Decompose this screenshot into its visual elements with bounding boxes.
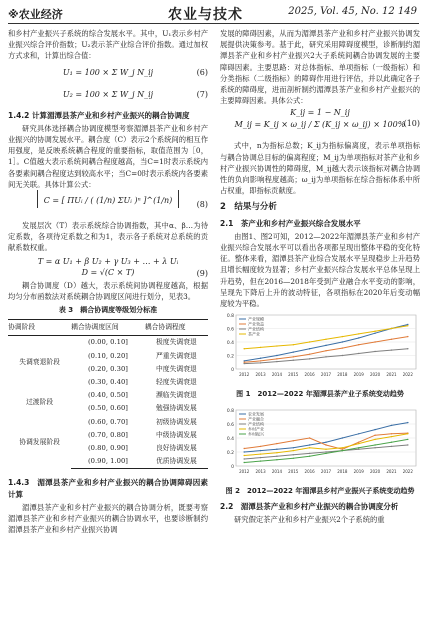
journal-title: 农业与技术 bbox=[168, 7, 243, 23]
paragraph: 耦合协调度（D）越大，表示系统间协调程度越高，根据均匀分布函数法对系统耦合协调度区间进行划分，见表3。 bbox=[8, 280, 208, 301]
table-header: 耦合协调度区间 bbox=[71, 320, 145, 336]
data-point bbox=[260, 358, 261, 359]
data-point bbox=[309, 348, 310, 349]
data-point bbox=[325, 452, 326, 453]
data-point bbox=[293, 457, 294, 458]
issue-info: 2025, Vol. 45, No. 12 149 bbox=[288, 6, 417, 17]
data-point bbox=[374, 444, 375, 445]
y-tick-label: 0.8 bbox=[226, 314, 234, 320]
y-tick-label: 0 bbox=[231, 368, 234, 374]
data-point bbox=[391, 328, 392, 329]
x-tick-label: 2018 bbox=[337, 372, 348, 378]
table-row: (0.10, 0.20] 严重失调衰退 bbox=[88, 351, 197, 360]
x-tick-label: 2018 bbox=[337, 468, 348, 474]
paragraph: 研究具体选择耦合协调度模型考察湄潭县茶产业和乡村产业振兴的协调发展水平。耦合度（C）表示2个系统间的相互作用强度，是反映系统耦合程度的重要指标，取值范围为［0，1］。C值越大表示系统间耦合程度越高，当C=1时表示系统内各要素间耦合程度达到较高水平；当C=0时表示系统内各要素间无关联。具体计算公式： bbox=[8, 123, 208, 189]
figure-caption: 图 1 2012—2022 年湄潭县茶产业子系统变动趋势 bbox=[236, 390, 404, 399]
data-point bbox=[342, 450, 343, 451]
y-tick-label: 0.6 bbox=[226, 422, 234, 428]
paragraph: 由图1、图2可知，2012—2022年湄潭县茶产业和乡村产业振兴综合发展水平可以看出各项都呈现出整体平稳的变化特征。整体来看，湄潭县茶产业综合发展水平呈现稳步上升趋势且增长幅度较为显著；乡村产业振兴综合发展水平总体呈现上升趋势，但在2016—2018年受到产业融合水平变动的影响，呈现先下降后上升的波动特征，各项指标在2020年后变动幅度较为平稳。 bbox=[220, 231, 420, 309]
data-point bbox=[243, 363, 244, 364]
data-point bbox=[358, 448, 359, 449]
subsection-heading: 2.2 湄潭县茶产业和乡村产业振兴的耦合协调度分析 bbox=[220, 502, 399, 512]
data-point bbox=[342, 437, 343, 438]
data-point bbox=[276, 452, 277, 453]
y-tick-label: 0.2 bbox=[226, 450, 234, 456]
paragraph: 湄潭县茶产业和乡村产业振兴的耦合协调分析，既要考察湄潭县茶产业和乡村产业振兴的耦合协调水平，也要诊断制约湄潭县茶产业和乡村产业振兴协调 bbox=[8, 502, 208, 535]
left-column bbox=[8, 28, 208, 536]
data-point bbox=[407, 324, 408, 325]
data-point bbox=[293, 454, 294, 455]
table-caption: 表 3 耦合协调度等级划分标准 bbox=[58, 306, 158, 315]
table-row: 协调发展阶段 (0.60, 0.70] 初级协调发展 bbox=[19, 417, 197, 446]
data-point bbox=[342, 336, 343, 337]
data-point bbox=[276, 443, 277, 444]
data-point bbox=[407, 433, 408, 434]
legend-label: 产业规模 bbox=[248, 316, 264, 322]
data-point bbox=[391, 350, 392, 351]
series-line bbox=[244, 337, 408, 363]
x-tick-label: 2022 bbox=[402, 468, 413, 474]
paragraph: 研究假定茶产业和乡村产业振兴2个子系统的重 bbox=[234, 515, 385, 525]
data-point bbox=[391, 441, 392, 442]
y-tick-label: 0.2 bbox=[226, 354, 234, 360]
equation-8: C = [ ΠUᵢ / ( (1/n) ΣUᵢ )ⁿ ]^(1/n) (8) bbox=[8, 190, 208, 220]
coupling-grade-table bbox=[8, 319, 208, 469]
x-tick-label: 2014 bbox=[271, 372, 283, 378]
data-point bbox=[391, 445, 392, 446]
x-tick-label: 2017 bbox=[320, 372, 332, 378]
data-point bbox=[276, 346, 277, 347]
subsection-heading: 1.4.2 计算湄潭县茶产业和乡村产业振兴的耦合协调度 bbox=[8, 110, 190, 120]
x-tick-label: 2021 bbox=[386, 468, 397, 474]
data-point bbox=[260, 445, 261, 446]
data-point bbox=[407, 444, 408, 445]
x-tick-label: 2022 bbox=[402, 372, 413, 378]
data-point bbox=[358, 441, 359, 442]
data-point bbox=[374, 438, 375, 439]
equation-6: U₁ = 100 × Σ W_j N_ij (6) bbox=[62, 67, 208, 77]
data-point bbox=[407, 438, 408, 439]
data-point bbox=[358, 338, 359, 339]
x-tick-label: 2017 bbox=[320, 468, 332, 474]
legend-label: 乡村振兴 bbox=[248, 431, 264, 437]
equation-7: U₂ = 100 × Σ W_j N_ij (7) bbox=[62, 89, 208, 99]
data-point bbox=[293, 450, 294, 451]
data-point bbox=[407, 348, 408, 349]
subsection-heading: 1.4.3 湄潭县茶产业和乡村产业振兴的耦合协调障碍因素计算 bbox=[8, 478, 208, 499]
data-point bbox=[276, 358, 277, 359]
data-point bbox=[293, 360, 294, 361]
data-point bbox=[293, 344, 294, 345]
data-point bbox=[260, 347, 261, 348]
data-point bbox=[260, 360, 261, 361]
data-point bbox=[358, 344, 359, 345]
data-point bbox=[374, 333, 375, 334]
x-tick-label: 2016 bbox=[304, 372, 315, 378]
data-point bbox=[407, 325, 408, 326]
y-tick-label: 0.4 bbox=[226, 436, 234, 442]
table-row: (0.80, 0.90] 良好协调发展 bbox=[88, 444, 197, 453]
data-point bbox=[374, 331, 375, 332]
table-row: (0.20, 0.30] 中度失调衰退 bbox=[88, 364, 197, 373]
data-point bbox=[309, 354, 310, 355]
tea-industry-trend-chart bbox=[220, 311, 420, 381]
x-tick-label: 2019 bbox=[353, 372, 364, 378]
legend-label: 产业结构 bbox=[248, 421, 264, 427]
x-tick-label: 2020 bbox=[369, 372, 381, 378]
data-point bbox=[309, 455, 310, 456]
data-point bbox=[243, 458, 244, 459]
data-point bbox=[309, 452, 310, 453]
data-point bbox=[391, 424, 392, 425]
data-point bbox=[276, 459, 277, 460]
data-point bbox=[391, 339, 392, 340]
table-row: 失调衰退阶段 (0.00, 0.10] 极度失调衰退 bbox=[19, 338, 197, 367]
data-point bbox=[243, 454, 244, 455]
data-point bbox=[276, 355, 277, 356]
data-point bbox=[342, 342, 343, 343]
y-tick-label: 0.8 bbox=[226, 408, 234, 414]
data-point bbox=[374, 447, 375, 448]
data-point bbox=[260, 457, 261, 458]
data-point bbox=[325, 339, 326, 340]
data-point bbox=[358, 447, 359, 448]
data-point bbox=[309, 437, 310, 438]
data-point bbox=[293, 447, 294, 448]
legend-label: 农业发展 bbox=[248, 411, 264, 417]
data-point bbox=[342, 448, 343, 449]
paragraph: 和乡村产业振兴子系统的综合发展水平。其中，U₁表示乡村产业振兴综合评价指数；U₂表示茶产业综合评价指数。通过加权方式求和，计算出综合值： bbox=[8, 29, 208, 61]
data-point bbox=[276, 448, 277, 449]
data-point bbox=[276, 455, 277, 456]
x-tick-label: 2015 bbox=[288, 372, 299, 378]
data-point bbox=[325, 448, 326, 449]
data-point bbox=[325, 350, 326, 351]
equation-10: K_ij = 1 − N_ij M_ij = K_ij × ω_ij / Σ (K_ij × ω_ij) × 100% (10) bbox=[234, 108, 420, 129]
table-row: (0.50, 0.60] 勉强协调发展 bbox=[88, 404, 197, 413]
data-point bbox=[325, 356, 326, 357]
paragraph: 式中，n为指标总数；K_ij为指标偏离度，表示单项指标与耦合协调总目标的偏离程度；M_ij为单项指标对茶产业和乡村产业振兴协调性的障碍度，M_ij越大表示该指标对耦合协调性的负向影响程度越高；ω_ij为单项指标在综合指标体系中所占权重，即指标贡献度。 bbox=[220, 141, 420, 196]
rural-revitalization-trend-chart bbox=[220, 406, 420, 478]
subsection-heading: 2.1 茶产业和乡村产业振兴综合发展水平 bbox=[220, 218, 361, 228]
data-point bbox=[374, 429, 375, 430]
data-point bbox=[260, 453, 261, 454]
data-point bbox=[391, 436, 392, 437]
header-rule bbox=[8, 23, 419, 24]
data-point bbox=[342, 348, 343, 349]
data-point bbox=[391, 433, 392, 434]
data-point bbox=[358, 353, 359, 354]
data-point bbox=[309, 444, 310, 445]
data-point bbox=[325, 451, 326, 452]
table-row: (0.70, 0.80] 中级协调发展 bbox=[88, 430, 197, 439]
data-point bbox=[243, 461, 244, 462]
data-point bbox=[293, 356, 294, 357]
x-tick-label: 2020 bbox=[369, 468, 381, 474]
table-row: (0.90, 1.00] 优质协调发展 bbox=[8, 455, 208, 469]
table-header: 耦合协调程度 bbox=[145, 320, 208, 336]
data-point bbox=[407, 336, 408, 337]
data-point bbox=[243, 447, 244, 448]
legend-label: 乡村产业 bbox=[248, 426, 264, 432]
data-point bbox=[358, 433, 359, 434]
data-point bbox=[374, 351, 375, 352]
data-point bbox=[293, 440, 294, 441]
x-tick-label: 2019 bbox=[353, 468, 364, 474]
data-point bbox=[374, 342, 375, 343]
x-tick-label: 2013 bbox=[255, 372, 266, 378]
data-point bbox=[309, 447, 310, 448]
table-row: (0.30, 0.40] 轻度失调衰退 bbox=[88, 378, 197, 387]
data-point bbox=[309, 358, 310, 359]
right-column bbox=[220, 28, 420, 525]
data-point bbox=[260, 450, 261, 451]
data-point bbox=[325, 444, 326, 445]
data-point bbox=[276, 361, 277, 362]
x-tick-label: 2014 bbox=[271, 468, 283, 474]
x-tick-label: 2016 bbox=[304, 468, 315, 474]
y-tick-label: 0 bbox=[231, 464, 234, 470]
section-heading: 2 结果与分析 bbox=[220, 202, 277, 213]
data-point bbox=[407, 422, 408, 423]
data-point bbox=[342, 447, 343, 448]
data-point bbox=[325, 441, 326, 442]
legend-label: 产业融合 bbox=[248, 416, 264, 422]
data-point bbox=[374, 434, 375, 435]
legend-label: 产业效益 bbox=[248, 321, 264, 327]
x-tick-label: 2015 bbox=[288, 468, 299, 474]
data-point bbox=[342, 355, 343, 356]
table-header: 协调阶段 bbox=[8, 320, 71, 336]
data-point bbox=[260, 460, 261, 461]
data-point bbox=[243, 348, 244, 349]
data-point bbox=[358, 333, 359, 334]
paragraph: 发展层次（T）表示系统综合协调指数，其中α、β…为待定系数，各项待定系数之和为1，表示各子系统对总系统的贡献系数权重。 bbox=[8, 221, 208, 253]
data-point bbox=[325, 345, 326, 346]
data-point bbox=[309, 342, 310, 343]
equation-9: T = α U₁ + β U₂ + γ U₃ + … + λ Uᵢ D = √(C × T) (9) bbox=[37, 256, 208, 278]
y-tick-label: 0.4 bbox=[226, 341, 234, 347]
data-point bbox=[243, 362, 244, 363]
x-tick-label: 2012 bbox=[239, 372, 250, 378]
data-point bbox=[260, 362, 261, 363]
data-point bbox=[358, 443, 359, 444]
table-row: 过渡阶段 (0.40, 0.50] 濒临失调衰退 bbox=[25, 391, 197, 406]
legend-label: 产业结构 bbox=[248, 326, 264, 332]
x-tick-label: 2013 bbox=[255, 468, 266, 474]
y-tick-label: 0.6 bbox=[226, 327, 234, 333]
data-point bbox=[243, 451, 244, 452]
x-tick-label: 2021 bbox=[386, 372, 397, 378]
figure-caption: 图 2 2012—2022 年湄潭县乡村产业振兴子系统变动趋势 bbox=[225, 486, 415, 495]
data-point bbox=[293, 352, 294, 353]
legend-label: 茶产业 bbox=[248, 331, 260, 337]
x-tick-label: 2012 bbox=[239, 468, 250, 474]
data-point bbox=[243, 360, 244, 361]
paragraph: 发展的障碍因素，从而为湄潭县茶产业和乡村产业振兴协调发展提供决策参考。基于此，研究采用障碍度模型，诊断制约湄潭县茶产业和乡村产业振兴2大子系统间耦合协调发展的主要障碍因素。主要思路：对总体指标、单项指标（一级指标）和分类指标（二级指标）的障碍作用进行评估，并以此确定各子系统的障碍度，进而剖析制约湄潭县茶产业和乡村产业振兴的主要障碍因素。具体公式： bbox=[220, 29, 420, 106]
header-left: ※农业经济 bbox=[8, 8, 63, 21]
